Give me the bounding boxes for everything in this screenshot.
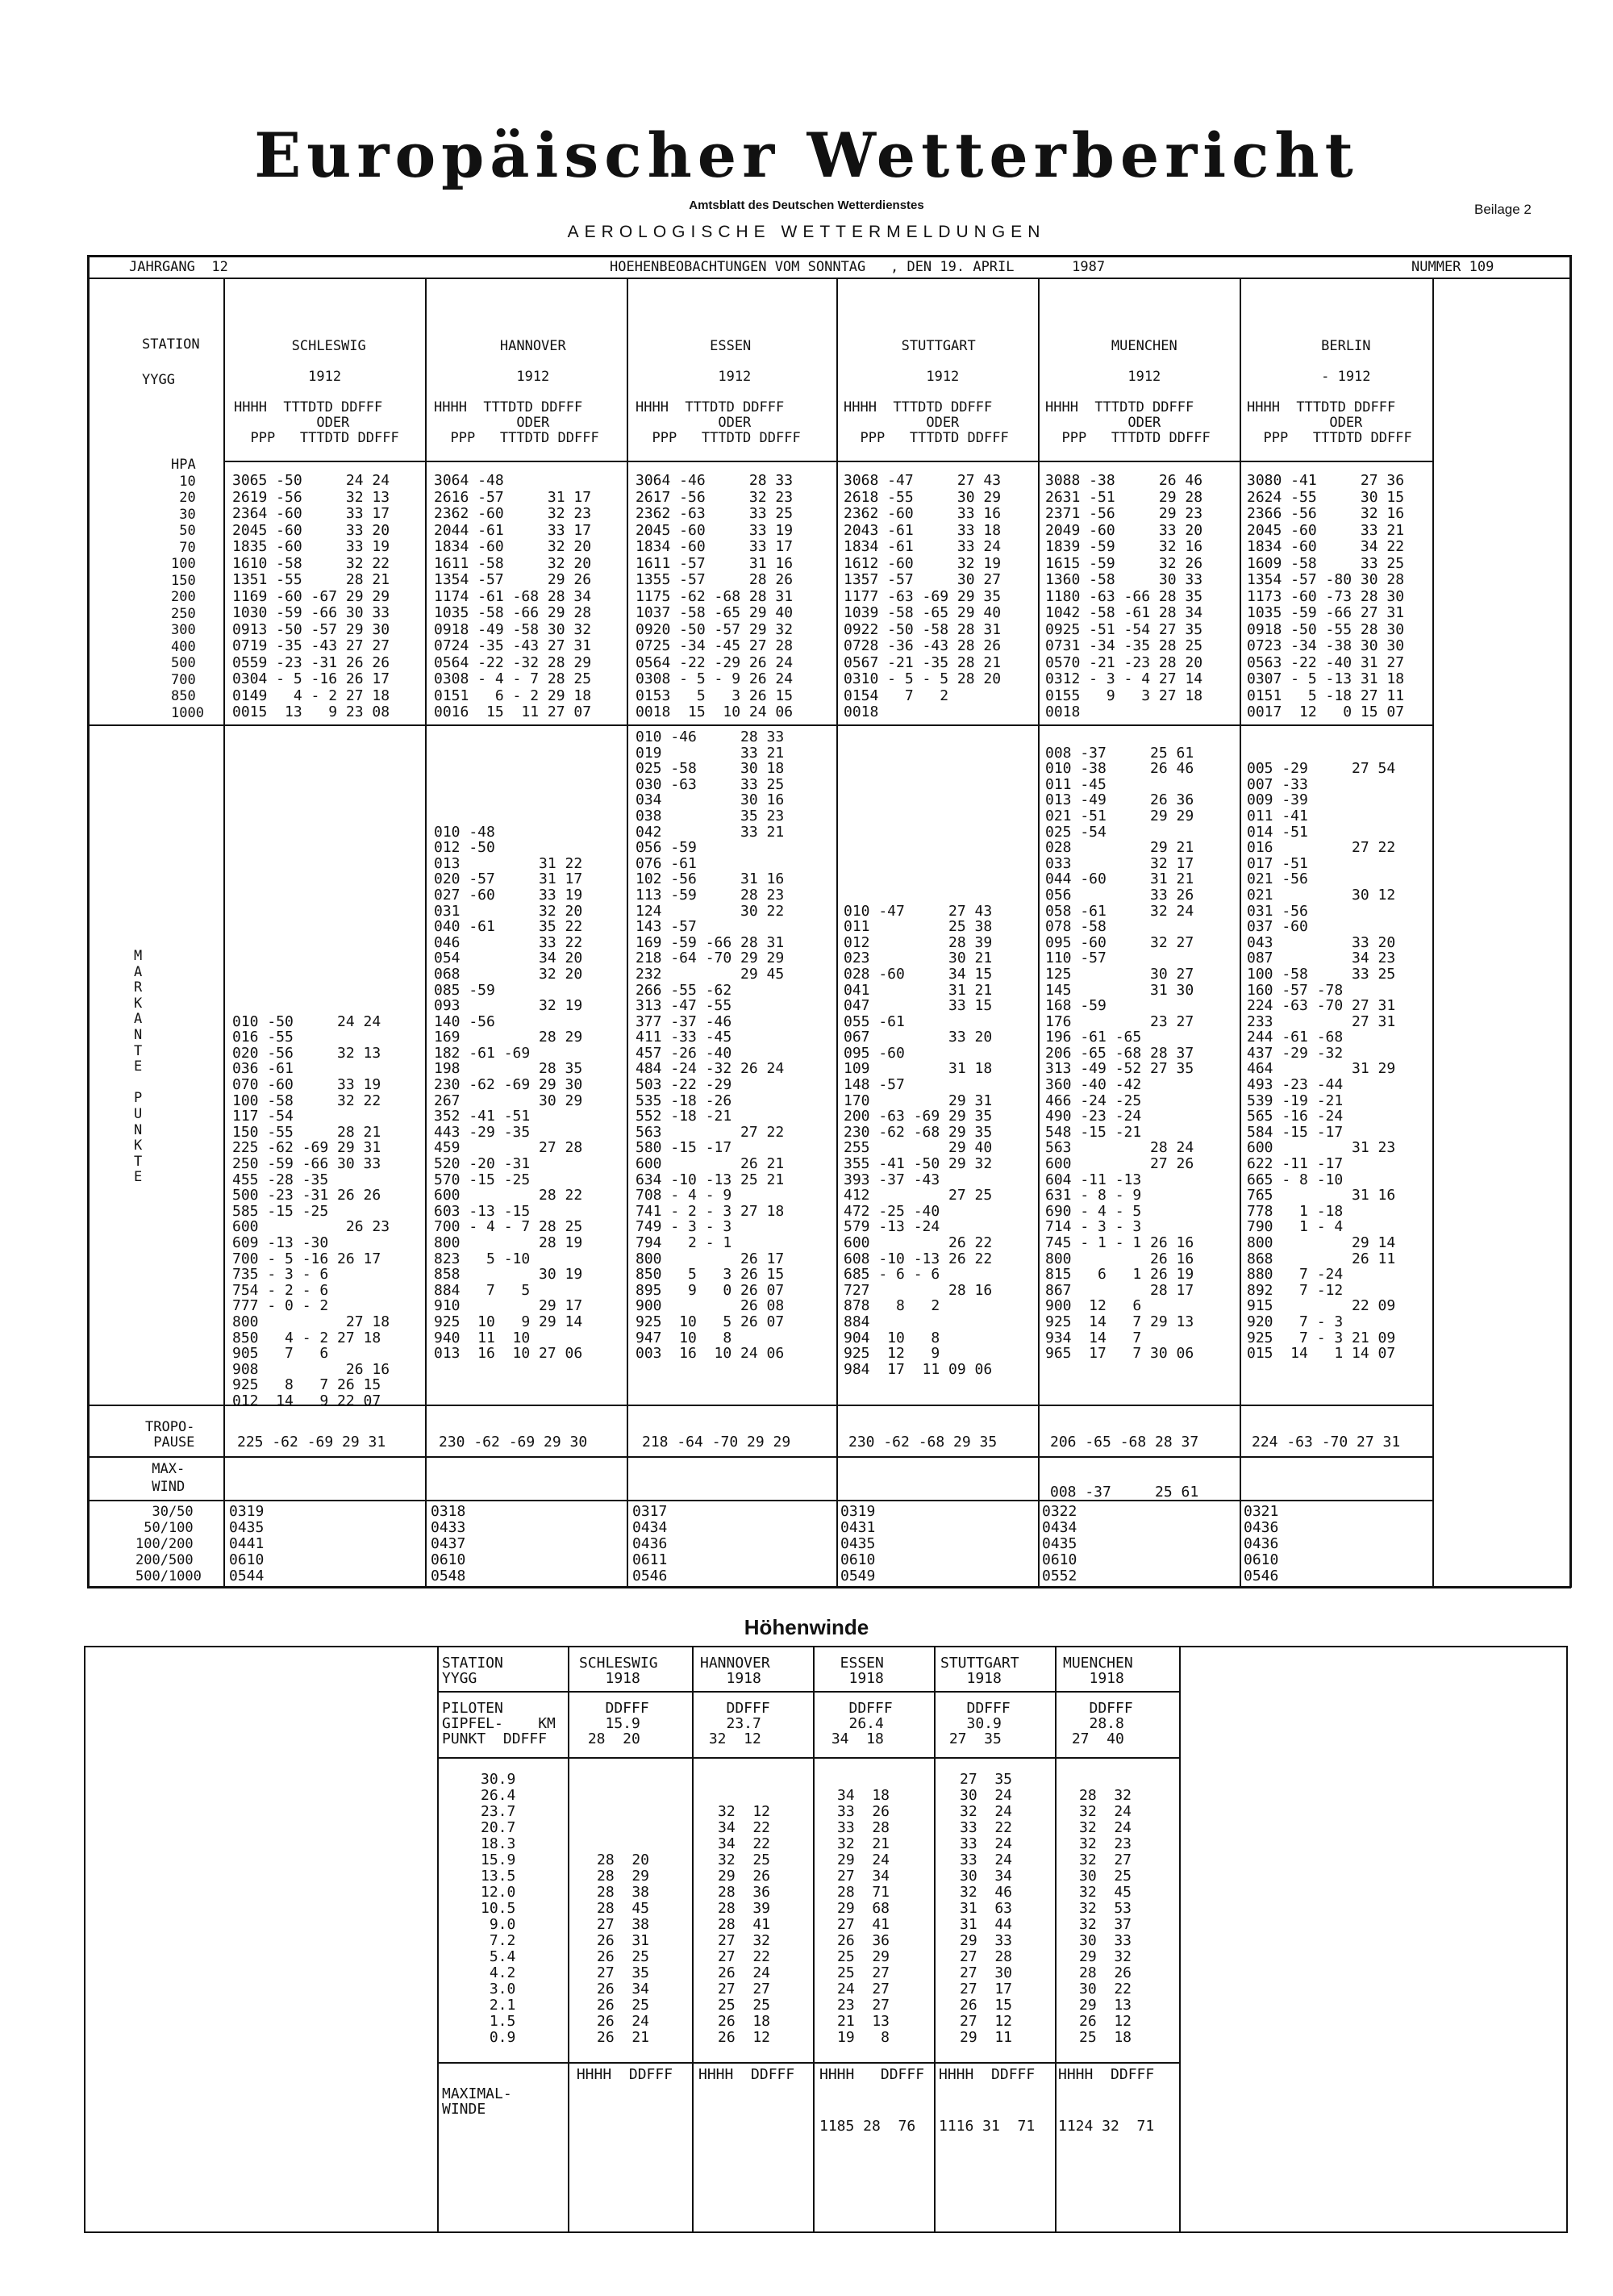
hw-col-piloten: DDFFF 23.7 32 12 [708, 1700, 770, 1747]
hw-col-header: HANNOVER 1918 [700, 1655, 770, 1687]
tropo-section-divider [87, 1456, 1433, 1458]
significant-points: 005 -29 27 54 007 -33 009 -39 011 -41 014 -51 016 27 22 017 -51 021 -56 021 30 12 031 -56 037 -60 043 33 20 087 34 23 100 -58 33 25 160 -57 -78 224 -63 -70 27 31 233 27 31 244 -61 -68 437 -29 -32 464 31 29 493 -23 -44 539 -19 -21 565 -16 -24 584 -15 -17 600 31 23 622 -11 -17 665 - 8 -10 765 31 16 778 1 -18 790 1 - 4 800 29 14 868 26 11 880 7 -24 892 7 -12 915 22 09 920 7 - 3 925 7 - 3 21 09 015 14 1 14 07 [1247, 760, 1396, 1363]
maxwind-section-divider [87, 1500, 1433, 1501]
table-bottom-border [87, 1586, 1571, 1588]
significant-points: 010 -46 28 33 019 33 21 025 -58 30 18 030 -63 33 25 034 30 16 038 35 23 042 33 21 056 -59 076 -61 102 -56 31 16 113 -59 28 23 124 30 22 143 -57 169 -59 -66 28 31 218 -64 -70 29 29 232 29 45 266 -55 -62 313 -47 -55 377 -37 -46 411 -33 -45 457 -26 -40 484 -24 -32 26 24 503 -22 -29 535 -18 -26 552 -18 -21 563 27 22 580 -15 -17 600 26 21 634 -10 -13 25 21 708 - 4 - 9 741 - 2 - 3 27 18 749 - 3 - 3 794 2 - 1 800 26 17 850 5 3 26 15 895 9 0 26 07 900 26 08 925 10 5 26 07 947 10 8 003 16 10 24 06 [636, 728, 785, 1363]
beilage-label: Beilage 2 [1474, 202, 1532, 217]
hpa-values: 3065 -50 24 24 2619 -56 32 13 2364 -60 33 17 2045 -60 33 20 1835 -60 33 19 1610 -58 32 22 1351 -55 28 21 1169 -60 -67 29 29 1030 -59 -66 30 33 0913 -50 -57 29 30 0719 -35 -43 27 27 0559 -23 -31 26 26 0304 - 5 -16 26 17 0149 4 - 2 27 18 0015 13 9 23 08 [232, 472, 390, 720]
tropopause-value: 225 -62 -69 29 31 [237, 1434, 386, 1451]
maxwind-label: MAX- WIND [152, 1461, 185, 1495]
station-header: SCHLESWIG 1912 HHHH TTTDTD DDFFF ODER PPP TTTDTD DDFFF [234, 338, 399, 446]
layer-values: 0318 0433 0437 0610 0548 [431, 1503, 466, 1584]
hw-row-divider [437, 1691, 1181, 1693]
hw-col-winds: 34 18 33 26 33 28 32 21 29 24 27 34 28 71 29 68 27 41 26 36 25 29 25 27 24 27 23 27 21 13 19 8 [837, 1787, 890, 2046]
significant-points: 008 -37 25 61 010 -38 26 46 011 -45 013 -49 26 36 021 -51 29 29 025 -54 028 29 21 033 32 17 044 -60 31 21 056 33 26 058 -61 32 24 078 -58 095 -60 32 27 110 -57 125 30 27 145 31 30 168 -59 176 23 27 196 -61 -65 206 -65 -68 28 37 313 -49 -52 27 35 360 -40 -42 466 -24 -25 490 -23 -24 548 -15 -21 563 28 24 600 27 26 604 -11 -13 631 - 8 - 9 690 - 4 - 5 714 - 3 - 3 745 - 1 - 1 26 16 800 26 16 815 6 1 26 19 867 28 17 900 12 6 925 14 7 29 13 934 14 7 965 17 7 30 06 [1045, 744, 1194, 1363]
layer-values: 0319 0435 0441 0610 0544 [229, 1503, 265, 1584]
hw-col-piloten: DDFFF 28.8 27 40 [1071, 1700, 1133, 1747]
layer-values: 0319 0431 0435 0610 0549 [840, 1503, 876, 1584]
hw-col-max-head: HHHH DDFFF [568, 2066, 673, 2083]
hw-col-divider [1179, 1646, 1181, 2231]
hw-col-max-head: HHHH DDFFF [698, 2066, 795, 2083]
hw-maximal-label: MAXIMAL- WINDE [442, 2085, 512, 2118]
station-header: ESSEN 1912 HHHH TTTDTD DDFFF ODER PPP TTTDTD DDFFF [636, 338, 801, 446]
hw-col-winds: 28 20 28 29 28 38 28 45 27 38 26 31 26 25 27 35 26 34 26 25 26 24 26 21 [597, 1851, 650, 2046]
station-label: STATION YYGG [142, 336, 200, 388]
maxwind-value: 008 -37 25 61 [1050, 1484, 1199, 1501]
hw-col-divider [934, 1646, 936, 2231]
hw-row-divider [437, 2062, 1181, 2064]
hpa-label-column: HPA 10 20 30 50 70 100 150 200 250 300 400 500 700 850 1000 [171, 457, 204, 721]
hw-col-max-head: HHHH DDFFF [1058, 2066, 1155, 2083]
layer-values: 0322 0434 0435 0610 0552 [1042, 1503, 1077, 1584]
tropopause-label: TROPO- PAUSE [145, 1419, 195, 1451]
col-divider [1240, 279, 1241, 1586]
col-divider [425, 279, 427, 1586]
col-divider [1038, 279, 1040, 1586]
hw-top-border [84, 1646, 1568, 1647]
hpa-values: 3068 -47 27 43 2618 -55 30 29 2362 -60 33 16 2043 -61 33 18 1834 -61 33 24 1612 -60 32 19 1357 -57 30 27 1177 -63 -69 29 35 1039 -58 -65 29 40 0922 -50 -58 28 31 0728 -36 -43 28 26 0567 -21 -35 28 21 0310 - 5 - 5 28 20 0154 7 2 0018 [844, 472, 1002, 720]
hw-col-divider [813, 1646, 815, 2231]
hw-col-divider [568, 1646, 569, 2231]
hpa-values: 3088 -38 26 46 2631 -51 29 28 2371 -56 29 23 2049 -60 33 20 1839 -59 32 16 1615 -59 32 26 1360 -58 30 33 1180 -63 -66 28 35 1042 -58 -61 28 34 0925 -51 -54 27 35 0731 -34 -35 28 25 0570 -21 -23 28 20 0312 - 3 - 4 27 14 0155 9 3 27 18 0018 [1045, 472, 1203, 720]
tropopause-value: 230 -62 -68 29 35 [848, 1434, 998, 1451]
hw-col-max-value: 1124 32 71 [1058, 2118, 1155, 2135]
table-top-border [87, 255, 1571, 257]
layer-values: 0317 0434 0436 0611 0546 [632, 1503, 668, 1584]
hw-col-divider [437, 1646, 439, 2231]
tropopause-value: 230 -62 -69 29 30 [439, 1434, 588, 1451]
station-header: HANNOVER 1912 HHHH TTTDTD DDFFF ODER PPP TTTDTD DDFFF [434, 338, 599, 446]
issue-number: NUMMER 109 [1411, 259, 1494, 275]
hw-col-header: ESSEN 1918 [840, 1655, 884, 1687]
observation-date: HOEHENBEOBACHTUNGEN VOM SONNTAG , DEN 19. APRIL 1987 [610, 259, 1106, 275]
hpa-section-divider [87, 724, 1433, 726]
hw-col-winds: 28 32 32 24 32 24 32 23 32 27 30 25 32 45 32 53 32 37 30 33 29 32 28 26 30 22 29 13 26 12 25 18 [1079, 1787, 1132, 2046]
hw-col-divider [692, 1646, 694, 2231]
hw-col-max-head: HHHH DDFFF [819, 2066, 925, 2083]
hw-col-winds: 27 35 30 24 32 24 33 22 33 24 33 24 30 34 32 46 31 63 31 44 29 33 27 28 27 30 27 17 26 15 27 12 29 11 [960, 1771, 1013, 2046]
hw-col-max-value: 1185 28 76 [819, 2118, 916, 2135]
col-divider [836, 279, 838, 1586]
hw-heights: 30.9 26.4 23.7 20.7 18.3 15.9 13.5 12.0 10.5 9.0 7.2 5.4 4.2 3.0 2.1 1.5 0.9 [481, 1771, 516, 2046]
col-divider [223, 279, 225, 1586]
header-row-divider [223, 461, 1433, 462]
hw-col-header: SCHLESWIG 1918 [579, 1655, 658, 1687]
hw-col-header: STUTTGART 1918 [940, 1655, 1019, 1687]
layer-values: 0321 0436 0436 0610 0546 [1244, 1503, 1279, 1584]
hoehenwinde-title: Höhenwinde [744, 1615, 869, 1639]
document-subtitle: Amtsblatt des Deutschen Wetterdienstes [689, 198, 924, 212]
hw-station-label: STATION YYGG [442, 1655, 503, 1687]
layer-thickness-labels: 30/50 50/100 100/200 200/500 500/1000 [135, 1504, 202, 1584]
station-header: BERLIN - 1912 HHHH TTTDTD DDFFF ODER PPP TTTDTD DDFFF [1247, 338, 1412, 446]
table-left-border [87, 255, 90, 1588]
hpa-values: 3064 -48 2616 -57 31 17 2362 -60 32 23 2044 -61 33 17 1834 -60 32 20 1611 -58 32 20 1354 -57 29 26 1174 -61 -68 28 34 1035 -58 -66 29 28 0918 -49 -58 30 32 0724 -35 -43 27 31 0564 -22 -32 28 29 0308 - 4 - 7 28 25 0151 6 - 2 29 18 0016 15 11 27 07 [434, 472, 592, 720]
hpa-values: 3080 -41 27 36 2624 -55 30 15 2366 -56 32 16 2045 -60 33 21 1834 -60 34 22 1609 -58 33 25 1354 -57 -80 30 28 1173 -60 -73 28 30 1035 -59 -66 27 31 0918 -50 -55 28 30 0723 -34 -38 30 30 0563 -22 -40 31 27 0307 - 5 -13 31 18 0151 5 -18 27 11 0017 12 0 15 07 [1247, 472, 1405, 720]
document-title: Europäischer Wetterbericht [254, 119, 1359, 191]
significant-points: 010 -48 012 -50 013 31 22 020 -57 31 17 027 -60 33 19 031 32 20 040 -61 35 22 046 33 22 054 34 20 068 32 20 085 -59 093 32 19 140 -56 169 28 29 182 -61 -69 198 28 35 230 -62 -69 29 30 267 30 29 352 -41 -51 443 -29 -35 459 27 28 520 -20 -31 570 -15 -25 600 28 22 603 -13 -15 700 - 4 - 7 28 25 800 28 19 823 5 -10 858 30 19 884 7 5 910 29 17 925 10 9 29 14 940 11 10 013 16 10 27 06 [434, 823, 583, 1363]
markante-punkte-label: M A R K A N T E P U N K T E [134, 948, 143, 1186]
section-title: AEROLOGISCHE WETTERMELDUNGEN [567, 223, 1046, 241]
tropopause-value: 206 -65 -68 28 37 [1050, 1434, 1199, 1451]
hw-col-header: MUENCHEN 1918 [1063, 1655, 1133, 1687]
tropopause-value: 218 -64 -70 29 29 [642, 1434, 791, 1451]
meta-divider [87, 278, 1571, 279]
hw-col-piloten: DDFFF 26.4 34 18 [831, 1700, 893, 1747]
hpa-values: 3064 -46 28 33 2617 -56 32 23 2362 -63 33 25 2045 -60 33 19 1834 -60 33 17 1611 -57 31 16 1355 -57 28 26 1175 -62 -68 28 31 1037 -58 -65 29 40 0920 -50 -57 29 32 0725 -34 -45 27 28 0564 -22 -29 26 24 0308 - 5 - 9 26 24 0153 5 3 26 15 0018 15 10 24 06 [636, 472, 794, 720]
hw-col-piloten: DDFFF 30.9 27 35 [948, 1700, 1011, 1747]
hw-col-divider [1055, 1646, 1057, 2231]
col-divider-right [1432, 279, 1434, 1586]
hw-col-winds: 32 12 34 22 34 22 32 25 29 26 28 36 28 39 28 41 27 32 27 22 26 24 27 27 25 25 26 18 26 12 [718, 1803, 771, 2046]
station-header: STUTTGART 1912 HHHH TTTDTD DDFFF ODER PPP TTTDTD DDFFF [844, 338, 1009, 446]
hw-col-max-head: HHHH DDFFF [939, 2066, 1036, 2083]
significant-points: 010 -50 24 24 016 -55 020 -56 32 13 036 -61 070 -60 33 19 100 -58 32 22 117 -54 150 -55 28 21 225 -62 -69 29 31 250 -59 -66 30 33 455 -28 -35 500 -23 -31 26 26 585 -15 -25 600 26 23 609 -13 -30 700 - 5 -16 26 17 735 - 3 - 6 754 - 2 - 6 777 - 0 - 2 800 27 18 850 4 - 2 27 18 905 7 6 908 26 16 925 8 7 26 15 012 14 9 22 07 [232, 1012, 390, 1409]
hw-col-piloten: DDFFF 15.9 28 20 [587, 1700, 649, 1747]
significant-points: 010 -47 27 43 011 25 38 012 28 39 023 30 21 028 -60 34 15 041 31 21 047 33 15 055 -61 067 33 20 095 -60 109 31 18 148 -57 170 29 31 200 -63 -69 29 35 230 -62 -68 29 35 255 29 40 355 -41 -50 29 32 393 -37 -43 412 27 25 472 -25 -40 579 -13 -24 600 26 22 608 -10 -13 26 22 685 - 6 - 6 727 28 16 878 8 2 884 904 10 8 925 12 9 984 17 11 09 06 [844, 902, 993, 1378]
hw-right-border [1566, 1646, 1568, 2233]
col-divider [627, 279, 628, 1586]
hw-bottom-border [84, 2231, 1568, 2233]
hw-col-max-value: 1116 31 71 [939, 2118, 1036, 2135]
station-header: MUENCHEN 1912 HHHH TTTDTD DDFFF ODER PPP TTTDTD DDFFF [1045, 338, 1211, 446]
hw-row-divider [437, 1757, 1181, 1759]
jahrgang: JAHRGANG 12 [129, 259, 228, 275]
hw-piloten-label: PILOTEN GIPFEL- KM PUNKT DDFFF [442, 1700, 556, 1747]
hw-left-border [84, 1646, 85, 2233]
tropopause-value: 224 -63 -70 27 31 [1252, 1434, 1401, 1451]
table-right-border [1569, 255, 1572, 1588]
